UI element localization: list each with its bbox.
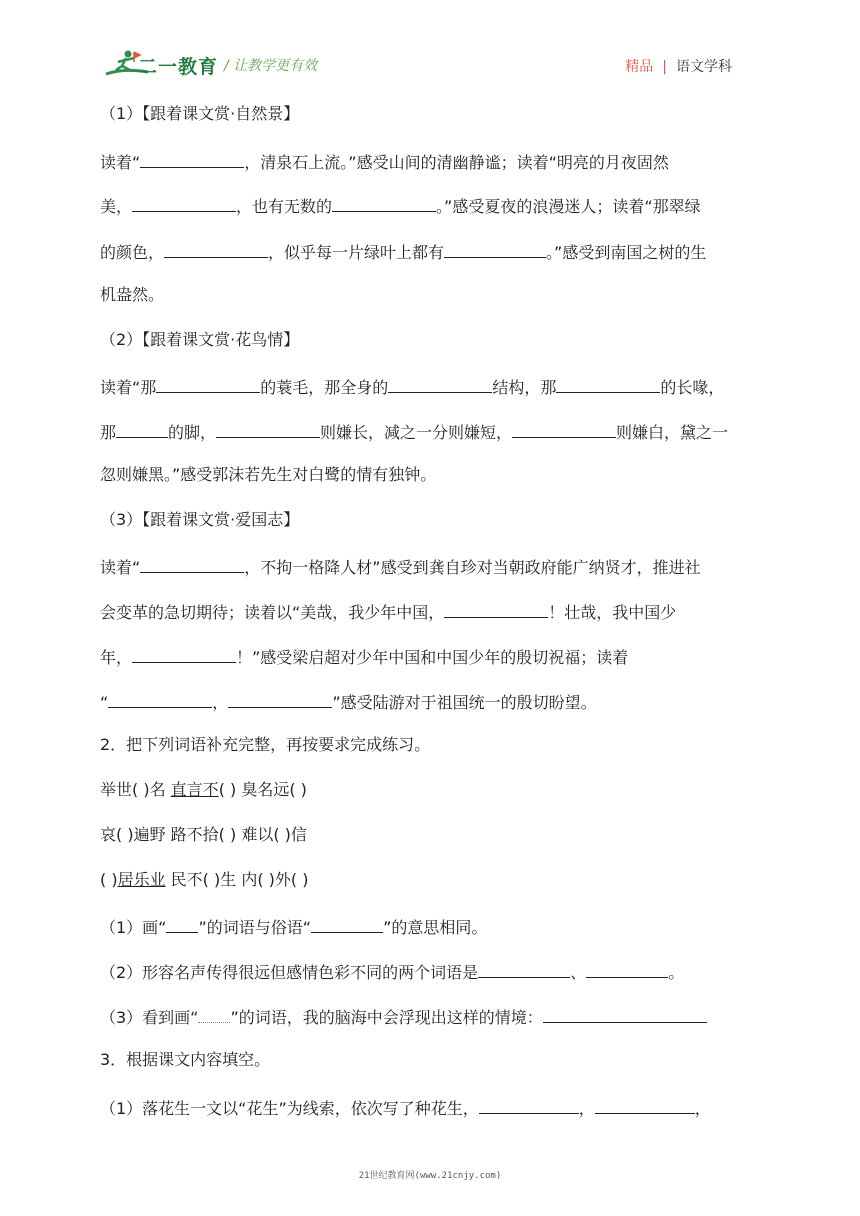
- answer-blank[interactable]: [332, 194, 436, 212]
- answer-blank[interactable]: [132, 194, 236, 212]
- text-line: 读着“ ，清泉石上流。”感受山间的清幽静谧；读着“明亮的月夜固然: [100, 150, 669, 173]
- page-footer: 21世纪教育网(www.21cnjy.com): [358, 1171, 502, 1181]
- page-header: [0, 0, 860, 95]
- text-line: 的颜色， ，似乎每一片绿叶上都有 。”感受到南国之树的生: [100, 240, 706, 263]
- underline-sample: [166, 915, 198, 933]
- answer-blank[interactable]: [132, 645, 236, 663]
- answer-blank[interactable]: [140, 555, 244, 573]
- text-line: （3）看到画“ ”的词语，我的脑海中会浮现出这样的情境：: [100, 1005, 707, 1028]
- answer-blank[interactable]: [228, 690, 332, 708]
- answer-blank[interactable]: [478, 960, 570, 978]
- word-row: 举世( )名 直言不( ) 臭名远( ): [100, 780, 307, 799]
- text-line: （1）落花生一文以“花生”为线索，依次写了种花生， ， ，: [100, 1096, 711, 1119]
- answer-blank[interactable]: [479, 1096, 579, 1114]
- jingpin-label: 精品: [625, 59, 654, 75]
- text-line: （1）画“ ”的词语与俗语“ ”的意思相同。: [100, 915, 487, 938]
- text-line: 会变革的急切期待；读着以“美哉，我少年中国， ！壮哉，我中国少: [100, 600, 676, 623]
- answer-blank[interactable]: [512, 420, 616, 438]
- text-line: 读着“那 的蓑毛，那全身的 结构，那 的长喙，: [100, 375, 724, 398]
- text-line: “ ， ”感受陆游对于祖国统一的殷切盼望。: [100, 690, 597, 713]
- question-heading: 3．根据课文内容填空。: [100, 1050, 271, 1069]
- section-heading: （1）【跟着课文赏·自然景】: [100, 104, 300, 123]
- answer-blank[interactable]: [444, 600, 548, 618]
- word-row: 哀( )遍野 路不拾( ) 难以( )信: [100, 825, 307, 844]
- answer-blank[interactable]: [444, 240, 546, 258]
- question-heading: 2．把下列词语补充完整，再按要求完成练习。: [100, 735, 431, 754]
- answer-blank[interactable]: [216, 420, 320, 438]
- answer-blank[interactable]: [556, 375, 660, 393]
- text-line: 那 的脚， 则嫌长，减之一分则嫌短， 则嫌白，黛之一: [100, 420, 728, 443]
- word-row: ( )居乐业 民不( )生 内( )外( ): [100, 870, 309, 889]
- text-line: （2）形容名声传得很远但感情色彩不同的两个词语是 、 。: [100, 960, 684, 983]
- text-line: 美， ，也有无数的 。”感受夏夜的浪漫迷人；读着“那翠绿: [100, 194, 701, 217]
- answer-blank[interactable]: [595, 1096, 695, 1114]
- underlined-word: 居乐业: [117, 870, 166, 889]
- text-line: 忽则嫌黑。”感受郭沫若先生对白鹭的情有独钟。: [100, 465, 437, 484]
- answer-blank[interactable]: [116, 420, 168, 438]
- underlined-word: 直言不: [170, 780, 219, 799]
- answer-blank[interactable]: [156, 375, 260, 393]
- dotted-sample: [198, 1005, 230, 1023]
- answer-blank[interactable]: [164, 240, 268, 258]
- slogan: / 让教学更有效: [224, 58, 318, 74]
- logo-text: 二一教育: [138, 56, 219, 78]
- section-heading: （2）【跟着课文赏·花鸟情】: [100, 330, 300, 349]
- answer-blank[interactable]: [108, 690, 212, 708]
- answer-blank[interactable]: [586, 960, 668, 978]
- text-line: 读着“ ，不拘一格降人材”感受到龚自珍对当朝政府能广纳贤才，推进社: [100, 555, 701, 578]
- header-separator: |: [662, 59, 667, 75]
- section-heading: （3）【跟着课文赏·爱国志】: [100, 510, 300, 529]
- subject-label: 语文学科: [676, 59, 732, 75]
- answer-blank[interactable]: [140, 150, 244, 168]
- brand-right: [625, 56, 732, 76]
- answer-blank[interactable]: [311, 915, 383, 933]
- answer-blank[interactable]: [543, 1005, 707, 1023]
- text-line: 机盎然。: [100, 285, 165, 304]
- text-line: 年， ！”感受梁启超对少年中国和中国少年的殷切祝福；读着: [100, 645, 628, 668]
- answer-blank[interactable]: [388, 375, 492, 393]
